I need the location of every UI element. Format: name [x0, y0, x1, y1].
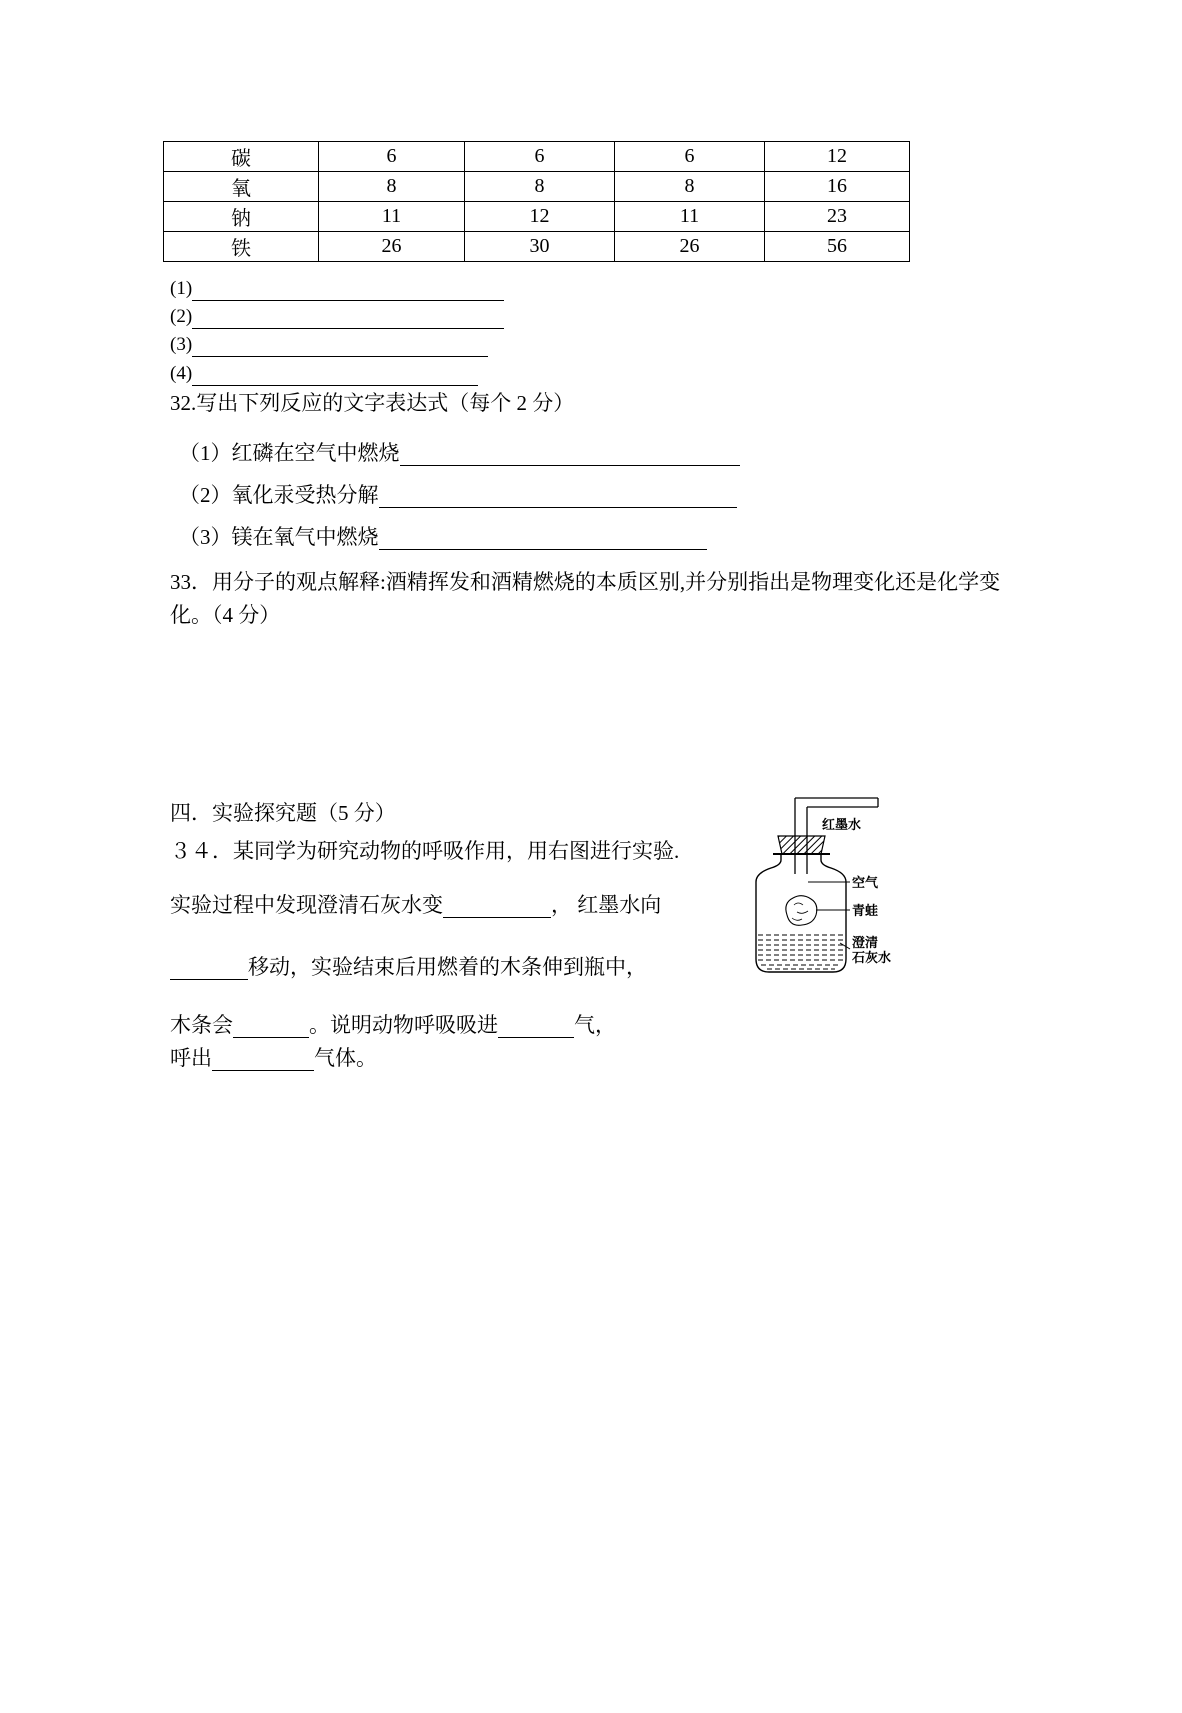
answer-line-label: (4)	[170, 363, 193, 384]
answer-line-1	[170, 278, 504, 301]
table-cell: 23	[765, 202, 910, 232]
question-34-intro: ３４．某同学为研究动物的呼吸作用，用右图进行实验.	[170, 839, 680, 863]
question-32-item-3	[179, 524, 707, 550]
answer-blank	[192, 308, 504, 329]
table-cell: 6	[615, 142, 765, 172]
limewater-label-line2: 石灰水	[852, 950, 892, 965]
answer-line-3	[170, 334, 488, 357]
table-cell: 11	[615, 202, 765, 232]
answer-blank	[379, 527, 707, 551]
question-32-item-1-text: （1）红磷在空气中燃烧	[179, 441, 400, 465]
rubber-stopper	[778, 836, 825, 854]
table-row	[164, 142, 910, 172]
limewater-liquid	[758, 935, 844, 969]
table-cell: 8	[319, 172, 465, 202]
table-cell: 8	[615, 172, 765, 202]
experiment-apparatus-diagram	[750, 794, 935, 994]
table-cell: 12	[765, 142, 910, 172]
section-4-title: 四．实验探究题（5 分）	[170, 801, 396, 825]
table-cell: 56	[765, 232, 910, 262]
frog-figure	[786, 896, 817, 926]
frog-label: 青蛙	[852, 903, 879, 918]
table-row	[164, 172, 910, 202]
question-34-line-2-post: 移动，实验结束后用燃着的木条伸到瓶中，	[248, 955, 647, 979]
answer-blank	[170, 957, 248, 981]
question-34-line-1-pre: 实验过程中发现澄清石灰水变	[170, 893, 443, 917]
answer-blank	[443, 895, 551, 919]
question-34-line-3	[170, 1012, 616, 1038]
question-32-item-2	[179, 482, 737, 508]
table-cell: 26	[615, 232, 765, 262]
table-cell: 26	[319, 232, 465, 262]
table-cell: 铁	[164, 232, 319, 262]
question-32-title: 32.写出下列反应的文字表达式（每个 2 分）	[170, 391, 575, 415]
answer-blank	[233, 1015, 309, 1039]
question-33: 33．用分子的观点解释:酒精挥发和酒精燃烧的本质区别,并分别指出是物理变化还是化学变化。（4 分）	[170, 570, 1001, 627]
question-32-item-2-text: （2）氧化汞受热分解	[179, 483, 379, 507]
table-cell: 11	[319, 202, 465, 232]
limewater-label-line1: 澄清	[852, 935, 879, 950]
answer-line-4	[170, 363, 478, 386]
answer-line-label: (2)	[170, 306, 193, 327]
answer-blank	[212, 1048, 314, 1072]
table-cell: 30	[465, 232, 615, 262]
table-cell: 6	[465, 142, 615, 172]
table-cell: 8	[465, 172, 615, 202]
answer-line-label: (1)	[170, 278, 193, 299]
question-34-line-4-post: 气体。	[314, 1046, 377, 1070]
table-cell: 碳	[164, 142, 319, 172]
question-34-line-3-mid: 。说明动物呼吸吸进	[309, 1013, 498, 1037]
answer-blank	[400, 443, 740, 467]
question-32-item-3-text: （3）镁在氧气中燃烧	[179, 525, 379, 549]
question-34-line-4	[170, 1045, 377, 1071]
table-cell: 氧	[164, 172, 319, 202]
answer-line-2	[170, 306, 504, 329]
table-row	[164, 232, 910, 262]
answer-blank	[498, 1015, 574, 1039]
air-label: 空气	[852, 875, 879, 890]
question-34-line-1-post: ， 红墨水向	[551, 893, 662, 917]
table-cell: 16	[765, 172, 910, 202]
question-34-line-3-pre: 木条会	[170, 1013, 233, 1037]
question-34-line-3-post: 气，	[574, 1013, 616, 1037]
table-cell: 钠	[164, 202, 319, 232]
question-32-item-1	[179, 440, 740, 466]
answer-blank	[192, 365, 478, 386]
table-cell: 6	[319, 142, 465, 172]
table-row	[164, 202, 910, 232]
answer-line-label: (3)	[170, 334, 193, 355]
limewater-leader-line	[840, 943, 850, 949]
question-34-line-1	[170, 892, 661, 918]
question-34-line-2	[170, 954, 647, 980]
table-cell: 12	[465, 202, 615, 232]
answer-blank	[192, 336, 488, 357]
answer-blank	[379, 485, 737, 509]
element-data-table	[163, 141, 910, 262]
answer-blank	[192, 280, 504, 301]
red-ink-label: 红墨水	[822, 817, 862, 832]
question-34-line-4-pre: 呼出	[170, 1046, 212, 1070]
